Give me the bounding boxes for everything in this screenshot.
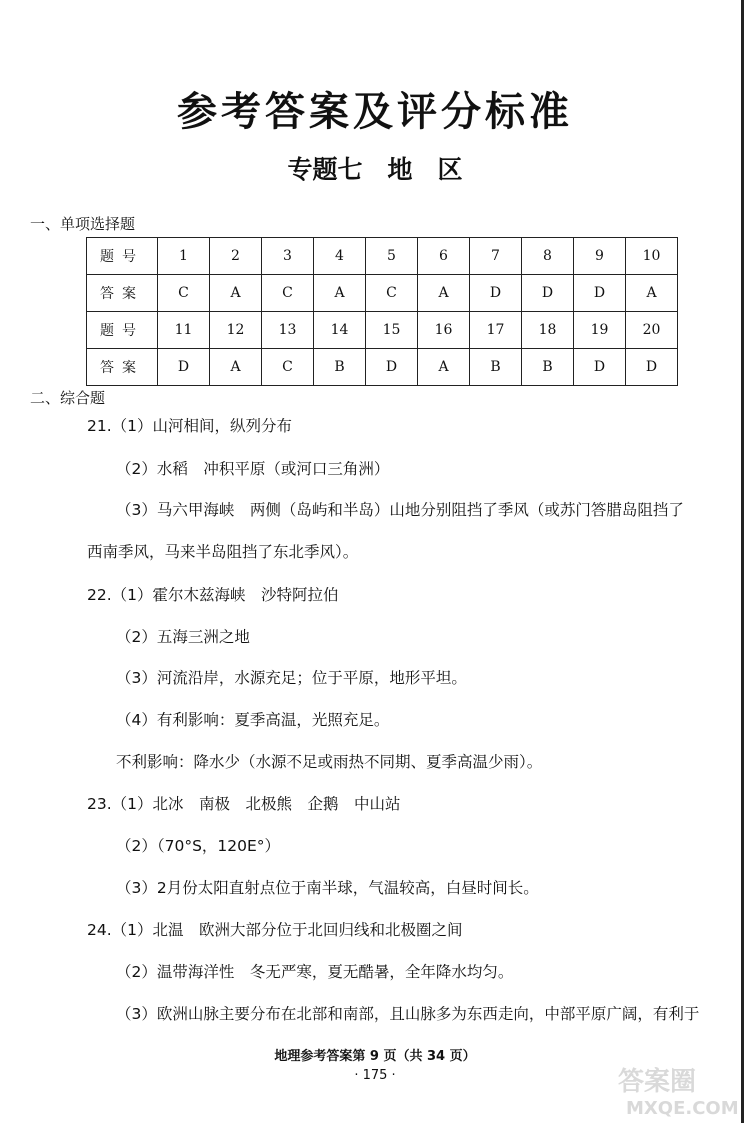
page-footer: 地理参考答案第 9 页（共 34 页）	[274, 1049, 476, 1064]
answer-cell: A	[626, 275, 678, 312]
question-number-label: 题号	[87, 238, 158, 275]
answer-cell: D	[574, 349, 626, 386]
question-number: 7	[470, 238, 522, 275]
watermark-logo	[612, 1060, 740, 1120]
question-number: 9	[574, 238, 626, 275]
answer-line: （3）马六甲海峡 两侧（岛屿和半岛）山地分别阻挡了季风（或苏门答腊岛阻挡了	[116, 501, 684, 519]
answer-cell: B	[522, 349, 574, 386]
answer-cell: A	[314, 275, 366, 312]
section-heading-comprehensive: 二、综合题	[30, 389, 106, 407]
page-number: · 175 ·	[354, 1068, 396, 1083]
answer-line: （2）五海三洲之地	[116, 628, 250, 646]
answer-cell: B	[470, 349, 522, 386]
answer-line: （2）温带海洋性 冬无严寒，夏无酷暑，全年降水均匀。	[116, 963, 514, 981]
answer-label: 答案	[87, 275, 158, 312]
answer-cell: D	[366, 349, 418, 386]
question-number: 10	[626, 238, 678, 275]
question-number: 8	[522, 238, 574, 275]
answer-cell: C	[158, 275, 210, 312]
answer-line: 23.（1）北冰 南极 北极熊 企鹅 中山站	[87, 795, 401, 813]
answer-cell: B	[314, 349, 366, 386]
question-number: 14	[314, 312, 366, 349]
answer-cell: A	[418, 275, 470, 312]
answer-label: 答案	[87, 349, 158, 386]
answer-line: （3）欧洲山脉主要分布在北部和南部，且山脉多为东西走向，中部平原广阔，有利于	[116, 1005, 700, 1023]
page-title: 参考答案及评分标准	[177, 89, 573, 135]
answer-cell: C	[366, 275, 418, 312]
answer-line: 21.（1）山河相间，纵列分布	[87, 417, 293, 435]
answer-line: 22.（1）霍尔木兹海峡 沙特阿拉伯	[87, 586, 339, 604]
table-row	[87, 275, 678, 312]
question-number-label: 题号	[87, 312, 158, 349]
answer-cell: D	[574, 275, 626, 312]
answer-line: （2）水稻 冲积平原（或河口三角洲）	[116, 460, 390, 478]
table-row	[87, 238, 678, 275]
question-number: 13	[262, 312, 314, 349]
answer-line: （4）有利影响：夏季高温，光照充足。	[116, 711, 390, 729]
answer-cell: D	[470, 275, 522, 312]
answer-cell: D	[522, 275, 574, 312]
question-number: 2	[210, 238, 262, 275]
answer-cell: C	[262, 349, 314, 386]
answer-line: （3）河流沿岸，水源充足；位于平原，地形平坦。	[116, 669, 467, 687]
question-number: 18	[522, 312, 574, 349]
answer-cell: A	[210, 275, 262, 312]
question-number: 4	[314, 238, 366, 275]
question-number: 5	[366, 238, 418, 275]
watermark-text-bottom: MXQE.COM	[626, 1098, 739, 1119]
answer-cell: D	[158, 349, 210, 386]
answer-line: 不利影响：降水少（水源不足或雨热不同期、夏季高温少雨）。	[116, 753, 543, 771]
answer-line: 24.（1）北温 欧洲大部分位于北回归线和北极圈之间	[87, 921, 463, 939]
answer-cell: A	[210, 349, 262, 386]
answer-line: 西南季风，马来半岛阻挡了东北季风）。	[87, 543, 359, 561]
question-number: 12	[210, 312, 262, 349]
question-number: 15	[366, 312, 418, 349]
question-number: 1	[158, 238, 210, 275]
answer-table	[86, 237, 678, 386]
section-heading-choice: 一、单项选择题	[30, 215, 136, 233]
question-number: 11	[158, 312, 210, 349]
question-number: 17	[470, 312, 522, 349]
answer-line: （2）（70°S，120E°）	[116, 837, 281, 855]
answer-cell: C	[262, 275, 314, 312]
answer-cell: D	[626, 349, 678, 386]
watermark-text-top: 答案圈	[618, 1067, 697, 1097]
question-number: 20	[626, 312, 678, 349]
question-number: 16	[418, 312, 470, 349]
question-number: 6	[418, 238, 470, 275]
table-row	[87, 312, 678, 349]
answer-cell: A	[418, 349, 470, 386]
question-number: 19	[574, 312, 626, 349]
answer-line: （3）2月份太阳直射点位于南半球，气温较高，白昼时间长。	[116, 879, 539, 897]
question-number: 3	[262, 238, 314, 275]
page-subtitle: 专题七 地 区	[287, 155, 463, 184]
table-row	[87, 349, 678, 386]
